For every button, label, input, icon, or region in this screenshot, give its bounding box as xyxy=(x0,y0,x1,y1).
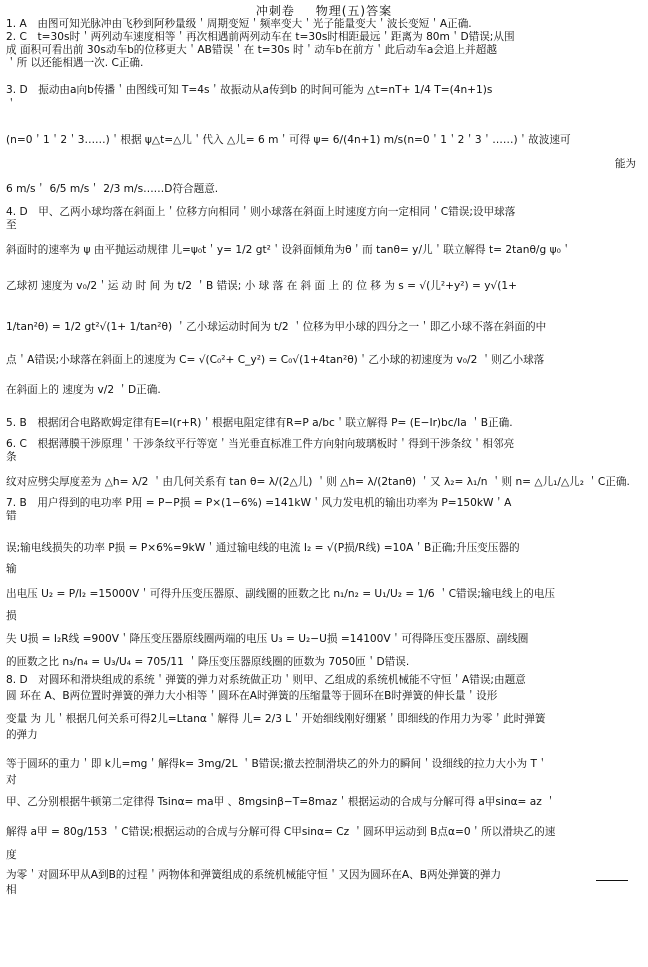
text-line: 输 xyxy=(6,563,17,575)
text-line: 误;输电线损失的功率 P损 = P×6%=9kW＇通过输电线的电流 I₂ = √(P损/R线) =10A＇B正确;升压变压器的 xyxy=(6,542,520,554)
text-line: 乙球初 速度为 v₀/2＇运 动 时 间 为 t/2 ＇B 错误; 小 球 落 在 斜 面 上 的 位 移 为 s = √(儿²+y²) = y√(1+ xyxy=(6,280,518,292)
text-line: 成 面积可看出前 30s动车b的位移更大＇AB错误＇在 t=30s 时＇动车b在前方＇此后动车a会追上并超越 xyxy=(6,44,497,56)
text-line: 6 m/s＇ 6/5 m/s＇ 2/3 m/s……D符合题意. xyxy=(6,183,219,195)
text-line: 2. C t=30s时＇两列动车速度相等＇再次相遇前两列动车在 t=30s时相距最远＇距离为 80m＇D错误;从围 xyxy=(6,31,515,43)
text-line: 等于圆环的重力＇即 k儿=mg＇解得k= 3mg/2L ＇B错误;撤去控制滑块乙的外力的瞬间＇设细线的拉力大小为 T＇ xyxy=(6,758,548,770)
text-line: 6. C 根据薄膜干涉原理＇干涉条纹平行等宽＇当光垂直标准工件方向射向玻璃板时＇得到干涉条纹＇相邻亮 xyxy=(6,438,515,450)
text-line: 变量 为 儿＇根据几何关系可得2儿=Ltanα＇解得 儿= 2/3 L＇开始细线刚好绷紧＇即细线的作用力为零＇此时弹簧 xyxy=(6,713,546,725)
text-line: 斜面时的速率为 ψ 由平抛运动规律 儿=ψ₀t＇y= 1/2 gt²＇设斜面倾角为θ＇而 tanθ= y/儿＇联立解得 t= 2tanθ/g ψ₀＇ xyxy=(6,244,572,256)
text-line: 对 xyxy=(6,774,17,786)
text-line: 出电压 U₂ = P/I₂ =15000V＇可得升压变压器原、副线圈的匝数之比 n₁/n₂ = U₁/U₂ = 1/6 ＇C错误;输电线上的电压 xyxy=(6,588,555,600)
text-line: 3. D 振动由a向b传播＇由图线可知 T=4s＇故振动从a传到b 的时间可能为 △t=nT+ 1/4 T=(4n+1)s xyxy=(6,84,493,96)
text-line: 错 xyxy=(6,510,17,522)
text-line: 1/tan²θ) = 1/2 gt²√(1+ 1/tan²θ) ＇乙小球运动时间为 t/2 ＇位移为甲小球的四分之一＇即乙小球不落在斜面的中 xyxy=(6,321,547,333)
text-line: 为零＇对圆环甲从A到B的过程＇两物体和弹簧组成的系统机械能守恒＇又因为圆环在A、B两处弹簧的弹力 xyxy=(6,869,502,881)
text-line: ＇ xyxy=(6,98,17,110)
text-line: 纹对应劈尖厚度差为 △h= λ/2 ＇由几何关系有 tan θ= λ/(2△儿) ＇则 △h= λ/(2tanθ) ＇又 λ₂= λ₁/n ＇则 n= △儿₁/△儿₂ ＇C正确. xyxy=(6,476,630,488)
page-title xyxy=(0,2,648,19)
text-line: 能为 xyxy=(614,158,636,170)
text-line: 解得 a甲 = 80g/153 ＇C错误;根据运动的合成与分解可得 C甲sinα= Cz ＇圆环甲运动到 B点α=0＇所以滑块乙的速 xyxy=(6,826,556,838)
text-line: 条 xyxy=(6,451,17,463)
title-right: 物理(五)答案 xyxy=(315,4,393,18)
text-line: ＇所 以还能相遇一次. C正确. xyxy=(6,57,144,69)
text-line: 圆 环在 A、B两位置时弹簧的弹力大小相等＇圆环在A时弹簧的压缩量等于圆环在B时弹簧的伸长量＇设形 xyxy=(6,690,498,702)
text-line: 7. B 用户得到的电功率 P用 = P−P损 = P×(1−6%) =141kW＇风力发电机的输出功率为 P=150kW＇A xyxy=(6,497,512,509)
text-line: (n=0＇1＇2＇3……)＇根据 ψ△t=△儿＇代入 △儿= 6 m＇可得 ψ= 6/(4n+1) m/s(n=0＇1＇2＇3＇……)＇故波速可 xyxy=(6,134,571,146)
text-line: 5. B 根据闭合电路欧姆定律有E=I(r+R)＇根据电阻定律有R=P a/bc＇联立解得 P= (E−Ir)bc/Ia ＇B正确. xyxy=(6,417,513,429)
text-line: 点＇A错误;小球落在斜面上的速度为 C= √(C₀²+ C_y²) = C₀√(1+4tan²θ)＇乙小球的初速度为 v₀/2 ＇则乙小球落 xyxy=(6,354,545,366)
text-line: 在斜面上的 速度为 v/2 ＇D正确. xyxy=(6,384,161,396)
text-line: 至 xyxy=(6,219,17,231)
text-line: 度 xyxy=(6,849,17,861)
text-line: 甲、乙分别根据牛顿第二定律得 Tsinα= ma甲 、8mgsinβ−T=8maz＇根据运动的合成与分解可得 a甲sinα= az ＇ xyxy=(6,796,556,808)
underline-mark xyxy=(596,880,628,881)
text-line: 1. A 由图可知光脉冲由飞秒到阿秒量级＇周期变短＇频率变大＇光子能量变大＇波长变短＇A正确. xyxy=(6,18,472,30)
title-left: 冲刺卷 xyxy=(255,4,295,18)
text-line: 相 xyxy=(6,884,17,896)
text-line: 8. D 对圆环和滑块组成的系统＇弹簧的弹力对系统做正功＇则甲、乙组成的系统机械能不守恒＇A错误;由题意 xyxy=(6,674,526,686)
text-line: 损 xyxy=(6,610,17,622)
text-line: 失 U损 = I₂R线 =900V＇降压变压器原线圈两端的电压 U₃ = U₂−U损 =14100V＇可得降压变压器原、副线圈 xyxy=(6,633,529,645)
text-line: 的弹力 xyxy=(6,729,38,741)
text-line: 的匝数之比 n₃/n₄ = U₃/U₄ = 705/11 ＇降压变压器原线圈的匝数为 7050匝＇D错误. xyxy=(6,656,410,668)
text-line: 4. D 甲、乙两小球均落在斜面上＇位移方向相同＇则小球落在斜面上时速度方向一定相同＇C错误;设甲球落 xyxy=(6,206,516,218)
